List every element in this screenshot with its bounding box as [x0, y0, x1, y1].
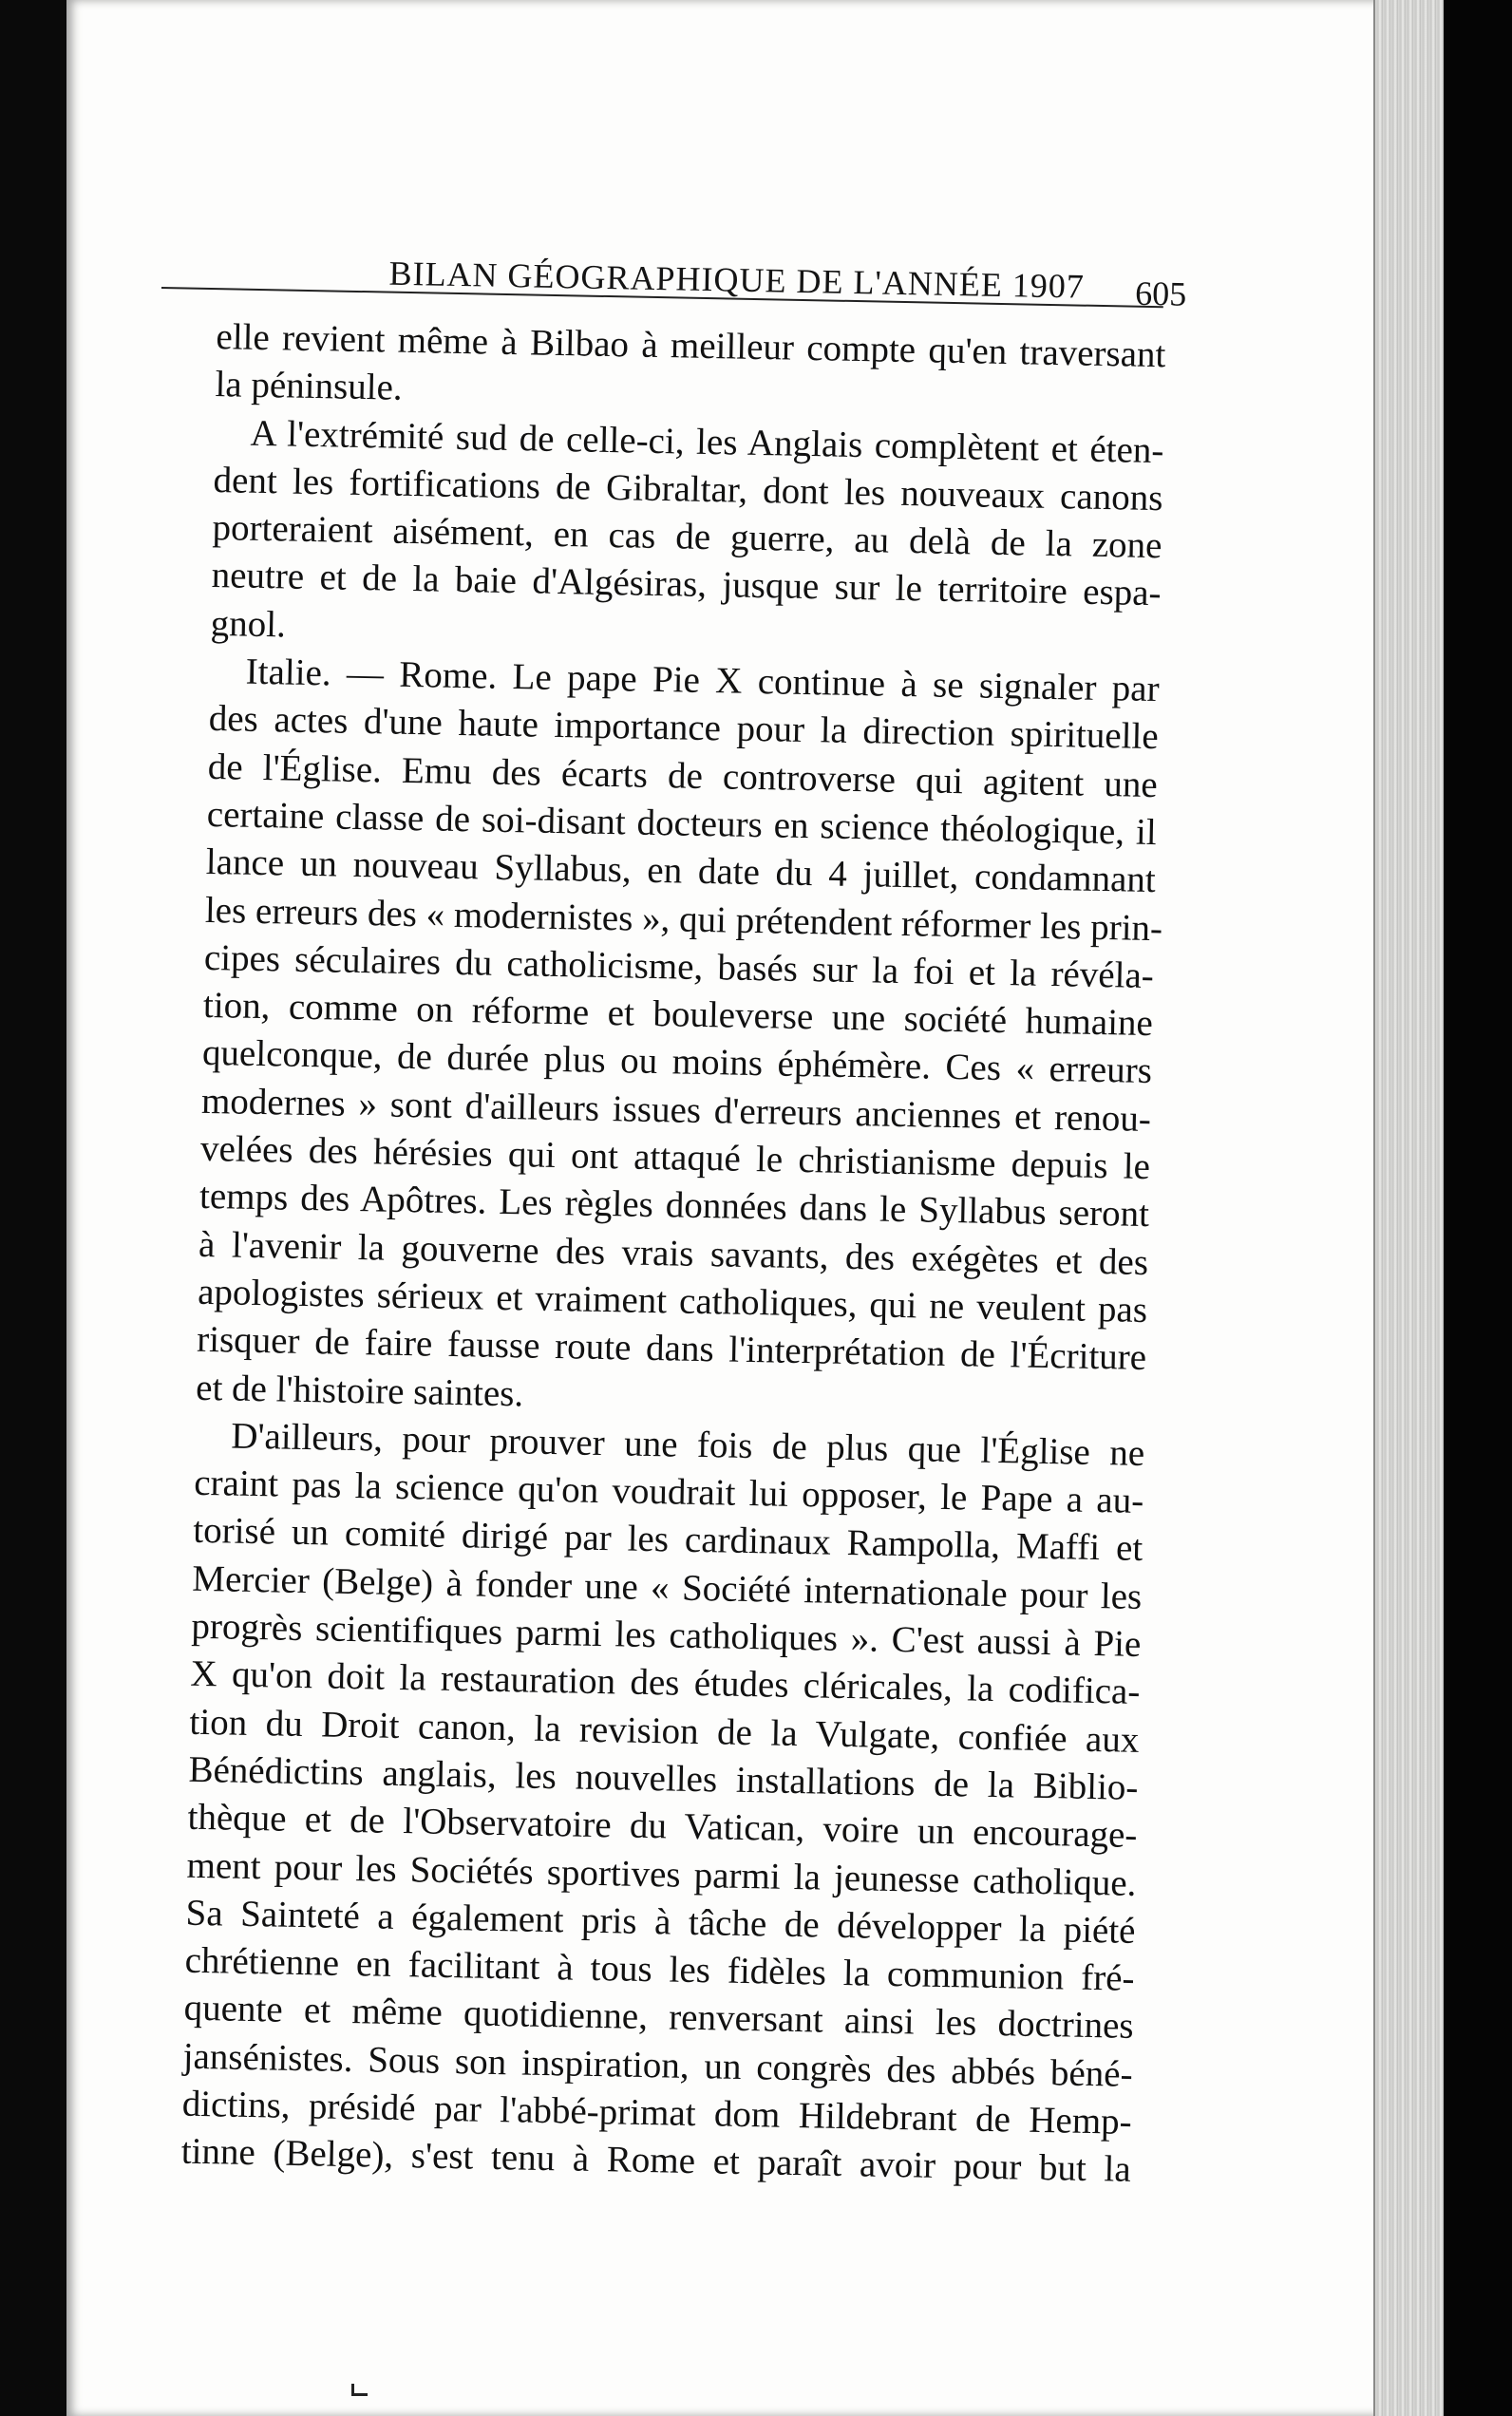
- text-line: apologistes sérieux et vraiment catholiques, qui ne veulent pas: [197, 1271, 1148, 1331]
- text-line: torisé un comité dirigé par les cardinaux Rampolla, Maffi et: [192, 1510, 1143, 1570]
- text-line: quelconque, de durée plus ou moins éphémère. Ces « erreurs: [201, 1032, 1153, 1092]
- text-line: tion, comme on réforme et bouleverse une société humaine: [202, 985, 1154, 1045]
- text-line: ment pour les Sociétés sportives parmi la jeunesse catholique.: [186, 1844, 1137, 1904]
- text-line: temps des Apôtres. Les règles données dans le Syllabus seront: [198, 1176, 1150, 1236]
- text-line: neutre et de la baie d'Algésiras, jusque sur le territoire espa-: [211, 555, 1162, 614]
- text-line: porteraient aisément, en cas de guerre, au delà de la zone: [212, 507, 1162, 567]
- left-gutter: [0, 0, 66, 2416]
- text-line: quente et même quotidienne, renversant ainsi les doctrines: [183, 1988, 1134, 2048]
- text-line: tinne (Belge), s'est tenu à Rome et paraît avoir pour but la: [180, 2130, 1132, 2191]
- scan-artifact-mark: [351, 2384, 368, 2396]
- text-line: thèque et de l'Observatoire du Vatican, voire un encourage-: [187, 1796, 1138, 1857]
- text-line: D'ailleurs, pour prouver une fois de plus que l'Église ne: [230, 1415, 1145, 1474]
- text-line: Bénédictins anglais, les nouvelles installations de la Biblio-: [188, 1748, 1139, 1808]
- text-line: lance un nouveau Syllabus, en date du 4 juillet, condamnant: [205, 841, 1157, 901]
- text-line: elle revient même à Bilbao à meilleur compte qu'en traversant: [216, 315, 1166, 376]
- text-line: de l'Église. Emu des écarts de controverse qui agitent une: [207, 746, 1159, 805]
- text-line: gnol.: [210, 602, 287, 646]
- text-line: certaine classe de soi-disant docteurs en science théologique, il: [206, 793, 1158, 854]
- page-edge-stack: [1373, 0, 1444, 2416]
- text-line: dent les fortifications de Gibraltar, dont les nouveaux canons: [213, 459, 1163, 519]
- section-heading-line: Italie. — Rome. Le pape Pie X continue à se signaler par: [245, 651, 1160, 710]
- running-title: BILAN GÉOGRAPHIQUE DE L'ANNÉE 1907: [388, 254, 1086, 306]
- text-line: A l'extrémité sud de celle-ci, les Anglais complètent et éten-: [250, 412, 1164, 471]
- text-line: les erreurs des « modernistes », qui prétendent réformer les prin-: [204, 889, 1163, 949]
- text-line: jansénistes. Sous son inspiration, un congrès des abbés béné-: [182, 2035, 1133, 2095]
- text-line: X qu'on doit la restauration des études cléricales, la codifica-: [190, 1653, 1141, 1713]
- text-line: cipes séculaires du catholicisme, basés sur la foi et la révéla-: [203, 936, 1155, 996]
- text-line: risquer de faire fausse route dans l'interprétation de l'Écriture: [196, 1319, 1147, 1379]
- body-text: [180, 313, 1165, 2194]
- text-line: dictins, présidé par l'abbé-primat dom Hildebrant de Hemp-: [181, 2083, 1133, 2142]
- text-line: Sa Sainteté a également pris à tâche de développer la piété: [185, 1892, 1136, 1952]
- text-line: velées des hérésies qui ont attaqué le christianisme depuis le: [199, 1127, 1151, 1188]
- text-line: craint pas la science qu'on voudrait lui opposer, le Pape a au-: [193, 1462, 1144, 1522]
- text-line: des actes d'une haute importance pour la direction spirituelle: [208, 698, 1160, 758]
- text-line: chrétienne en facilitant à tous les fidèles la communion fré-: [184, 1939, 1135, 1999]
- text-line: modernes » sont d'ailleurs issues d'erreurs anciennes et renou-: [200, 1080, 1152, 1140]
- text-line: et de l'histoire saintes.: [195, 1367, 524, 1414]
- text-line: tion du Droit canon, la revision de la Vulgate, confiée aux: [189, 1701, 1140, 1761]
- page-number: 605: [1134, 274, 1187, 313]
- text-line: progrès scientifiques parmi les catholiques ». C'est aussi à Pie: [191, 1605, 1142, 1665]
- text-line: à l'avenir la gouverne des vrais savants, des exégètes et des: [198, 1223, 1149, 1283]
- text-line: Mercier (Belge) à fonder une « Société internationale pour les: [192, 1557, 1143, 1617]
- text-line: la péninsule.: [215, 364, 404, 409]
